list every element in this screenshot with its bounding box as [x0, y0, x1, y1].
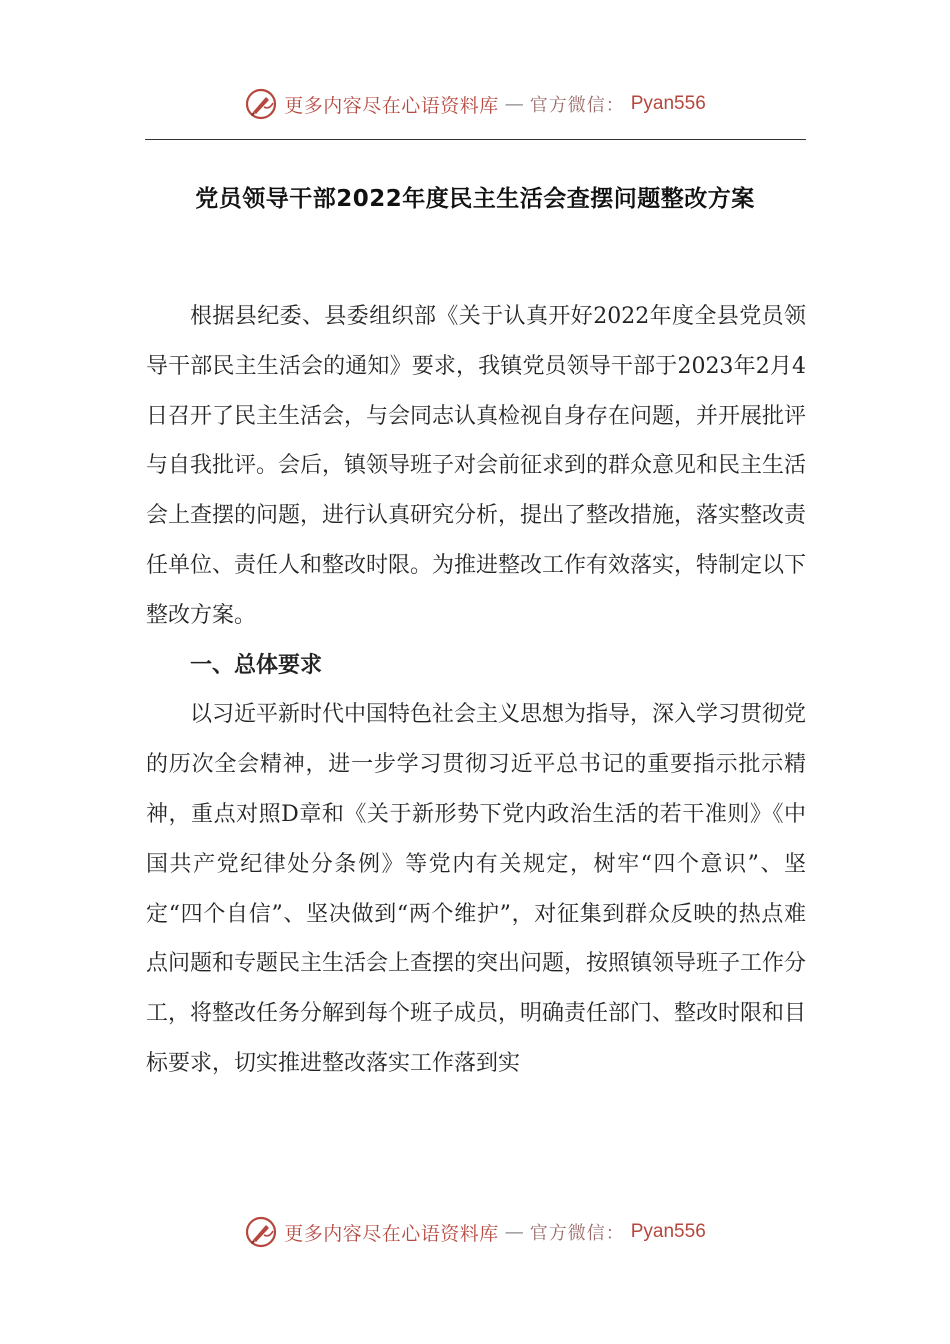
header-divider [145, 139, 806, 140]
watermark-label: 官方微信： [529, 95, 625, 116]
document-title: 党员领导干部2022年度民主生活会查摆问题整改方案 [195, 186, 755, 212]
watermark [244, 87, 706, 121]
watermark-wechat-id: Pyan556 [630, 93, 706, 114]
pen-logo-icon [244, 87, 278, 121]
section-1-paragraph: 以习近平新时代中国特色社会主义思想为指导，深入学习贯彻党的历次全会精神，进一步学习贯彻习近平总书记的重要指示批示精神，重点对照D章和《关于新形势下党内政治生活的若干准则》《中国共产党纪律处分条例》等党内有关规定，树牢“四个意识”、坚定“四个自信”、坚决做到“两个维护”，对征集到群众反映的热点难点问题和专题民主生活会上查摆的突出问题，按照镇领导班子工作分工，将整改任务分解到每个班子成员，明确责任部门、整改时限和目标要求，切实推进整改落实工作落到实 [146, 702, 807, 1076]
header-watermark [0, 84, 950, 124]
document-body [146, 292, 806, 1089]
footer-watermark [0, 1212, 950, 1252]
watermark [244, 1215, 706, 1249]
pen-logo-icon [244, 1215, 278, 1249]
watermark-dash: — [504, 93, 524, 115]
watermark-dash: — [504, 1221, 524, 1243]
intro-paragraph: 根据县纪委、县委组织部《关于认真开好2022年度全县党员领导干部民主生活会的通知》要求，我镇党员领导干部于2023年2月4日召开了民主生活会，与会同志认真检视自身存在问题，并开展批评与自我批评。会后，镇领导班子对会前征求到的群众意见和民主生活会上查摆的问题，进行认真研究分析，提出了整改措施，落实整改责任单位、责任人和整改时限。为推进整改工作有效落实，特制定以下整改方案。 [146, 304, 807, 628]
watermark-label: 官方微信： [529, 1223, 625, 1244]
watermark-text: 更多内容尽在心语资料库 [284, 94, 499, 117]
section-heading-1: 一、总体要求 [190, 652, 323, 678]
watermark-text: 更多内容尽在心语资料库 [284, 1222, 499, 1245]
watermark-wechat-id: Pyan556 [630, 1221, 706, 1242]
